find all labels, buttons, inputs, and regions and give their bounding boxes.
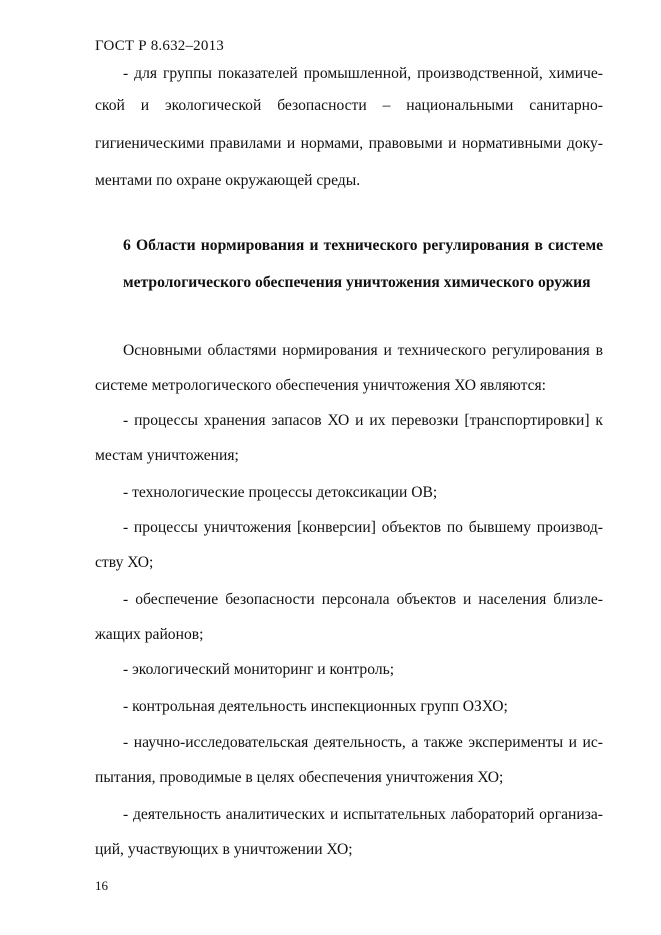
section-heading-line: 6 Области нормирования и технического регулирования в системе: [123, 237, 603, 254]
document-header: ГОСТ Р 8.632–2013: [95, 38, 224, 54]
text-line: ментами по охране окружающей среды.: [95, 172, 361, 189]
text-line: - научно-исследовательская деятельность, а также эксперименты и ис-: [123, 734, 603, 751]
text-line: ской и экологической безопасности – национальными санитарно-: [95, 97, 603, 114]
text-line: жащих районов;: [95, 626, 204, 643]
text-line: - деятельность аналитических и испытательных лабораторий организа-: [123, 806, 603, 823]
text-line: - технологические процессы детоксикации ОВ;: [123, 484, 438, 501]
section-heading-line: метрологического обеспечения уничтожения химического оружия: [123, 274, 591, 291]
text-line: - процессы хранения запасов ХО и их перевозки [транспортировки] к: [123, 412, 603, 429]
text-line: пытания, проводимые в целях обеспечения уничтожения ХО;: [95, 769, 504, 786]
page-number: 16: [95, 878, 108, 893]
text-line: - контрольная деятельность инспекционных групп ОЗХО;: [123, 698, 508, 715]
text-line: - для группы показателей промышленной, производственной, химиче-: [123, 65, 603, 82]
text-line: ций, участвующих в уничтожении ХО;: [95, 841, 353, 858]
text-line: - обеспечение безопасности персонала объектов и населения близле-: [123, 591, 603, 608]
text-line: местам уничтожения;: [95, 447, 239, 464]
text-line: ству ХО;: [95, 554, 154, 571]
text-line: гигиеническими правилами и нормами, правовыми и нормативными доку-: [95, 135, 603, 152]
text-line: системе метрологического обеспечения уничтожения ХО являются:: [95, 377, 547, 394]
text-line: - процессы уничтожения [конверсии] объектов по бывшему производ-: [123, 519, 603, 536]
text-line: - экологический мониторинг и контроль;: [123, 661, 395, 678]
text-line: Основными областями нормирования и технического регулирования в: [123, 342, 603, 359]
